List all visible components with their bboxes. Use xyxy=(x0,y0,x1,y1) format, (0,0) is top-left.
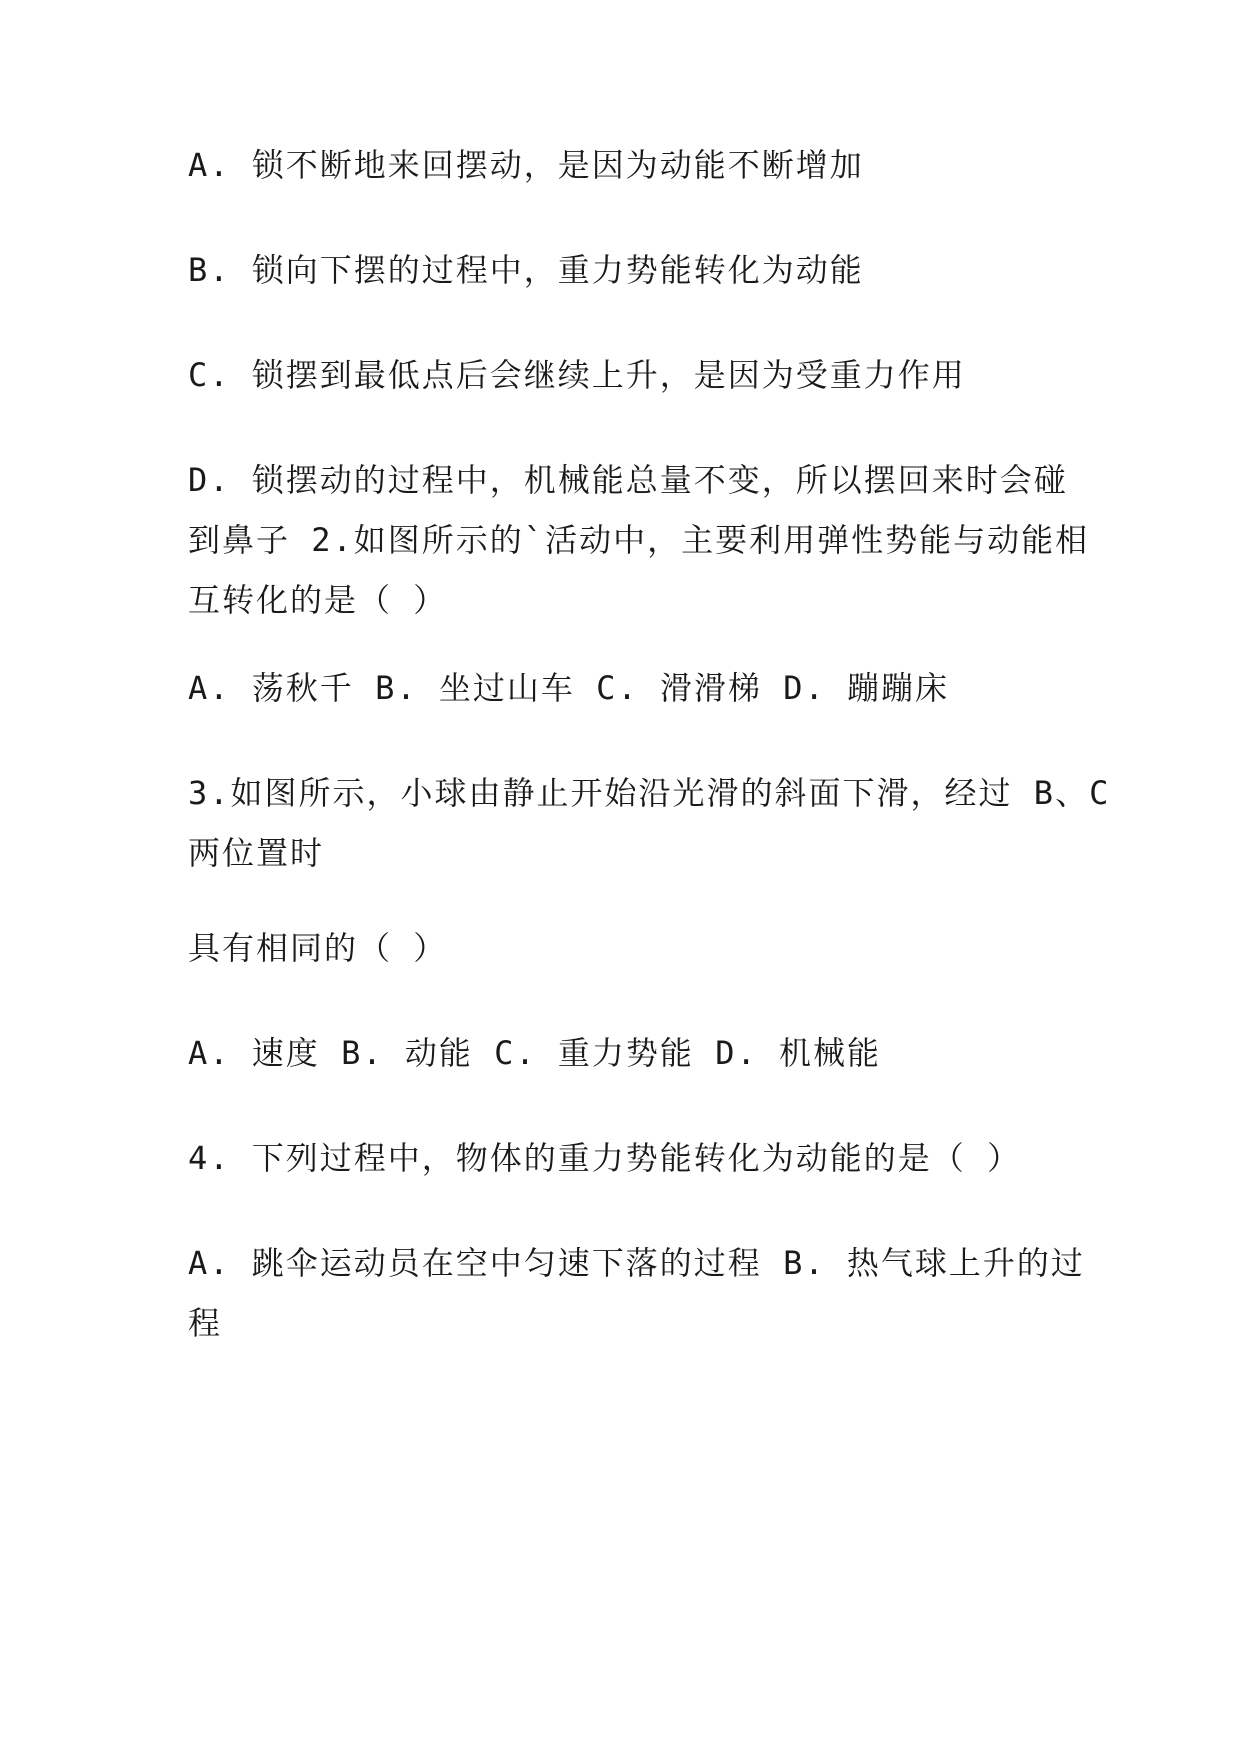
text-line: 两位置时 xyxy=(188,834,325,872)
text-line: 到鼻子 2.如图所示的`活动中，主要利用弹性势能与动能相 xyxy=(188,521,1090,559)
option-b-paragraph-q1 xyxy=(188,240,1068,300)
text-line: 互转化的是（ ） xyxy=(188,581,448,619)
text-line: 3.如图所示，小球由静止开始沿光滑的斜面下滑，经过 B、C xyxy=(188,774,1111,812)
options-paragraph-q3 xyxy=(188,1023,1068,1083)
option-d-and-question-2-paragraph xyxy=(188,450,1090,630)
text-line: 4. 下列过程中，物体的重力势能转化为动能的是（ ） xyxy=(188,1139,1022,1177)
options-paragraph-q4 xyxy=(188,1233,1085,1353)
option-a-paragraph-q1 xyxy=(188,135,1068,195)
question-4-paragraph xyxy=(188,1128,1068,1188)
text-line: D. 锁摆动的过程中，机械能总量不变，所以摆回来时会碰 xyxy=(188,461,1068,499)
text-line: C. 锁摆到最低点后会继续上升，是因为受重力作用 xyxy=(188,356,966,394)
option-c-paragraph-q1 xyxy=(188,345,1068,405)
text-line: A. 速度 B. 动能 C. 重力势能 D. 机械能 xyxy=(188,1034,881,1072)
question-3-paragraph xyxy=(188,763,1111,883)
text-line: 程 xyxy=(188,1304,223,1342)
text-line: A. 跳伞运动员在空中匀速下落的过程 B. 热气球上升的过 xyxy=(188,1244,1085,1282)
question-3-continuation xyxy=(188,918,1068,978)
text-line: A. 锁不断地来回摆动，是因为动能不断增加 xyxy=(188,146,864,184)
text-line: A. 荡秋千 B. 坐过山车 C. 滑滑梯 D. 蹦蹦床 xyxy=(188,669,949,707)
text-line: B. 锁向下摆的过程中，重力势能转化为动能 xyxy=(188,251,864,289)
text-line: 具有相同的（ ） xyxy=(188,929,448,967)
options-paragraph-q2 xyxy=(188,658,1068,718)
